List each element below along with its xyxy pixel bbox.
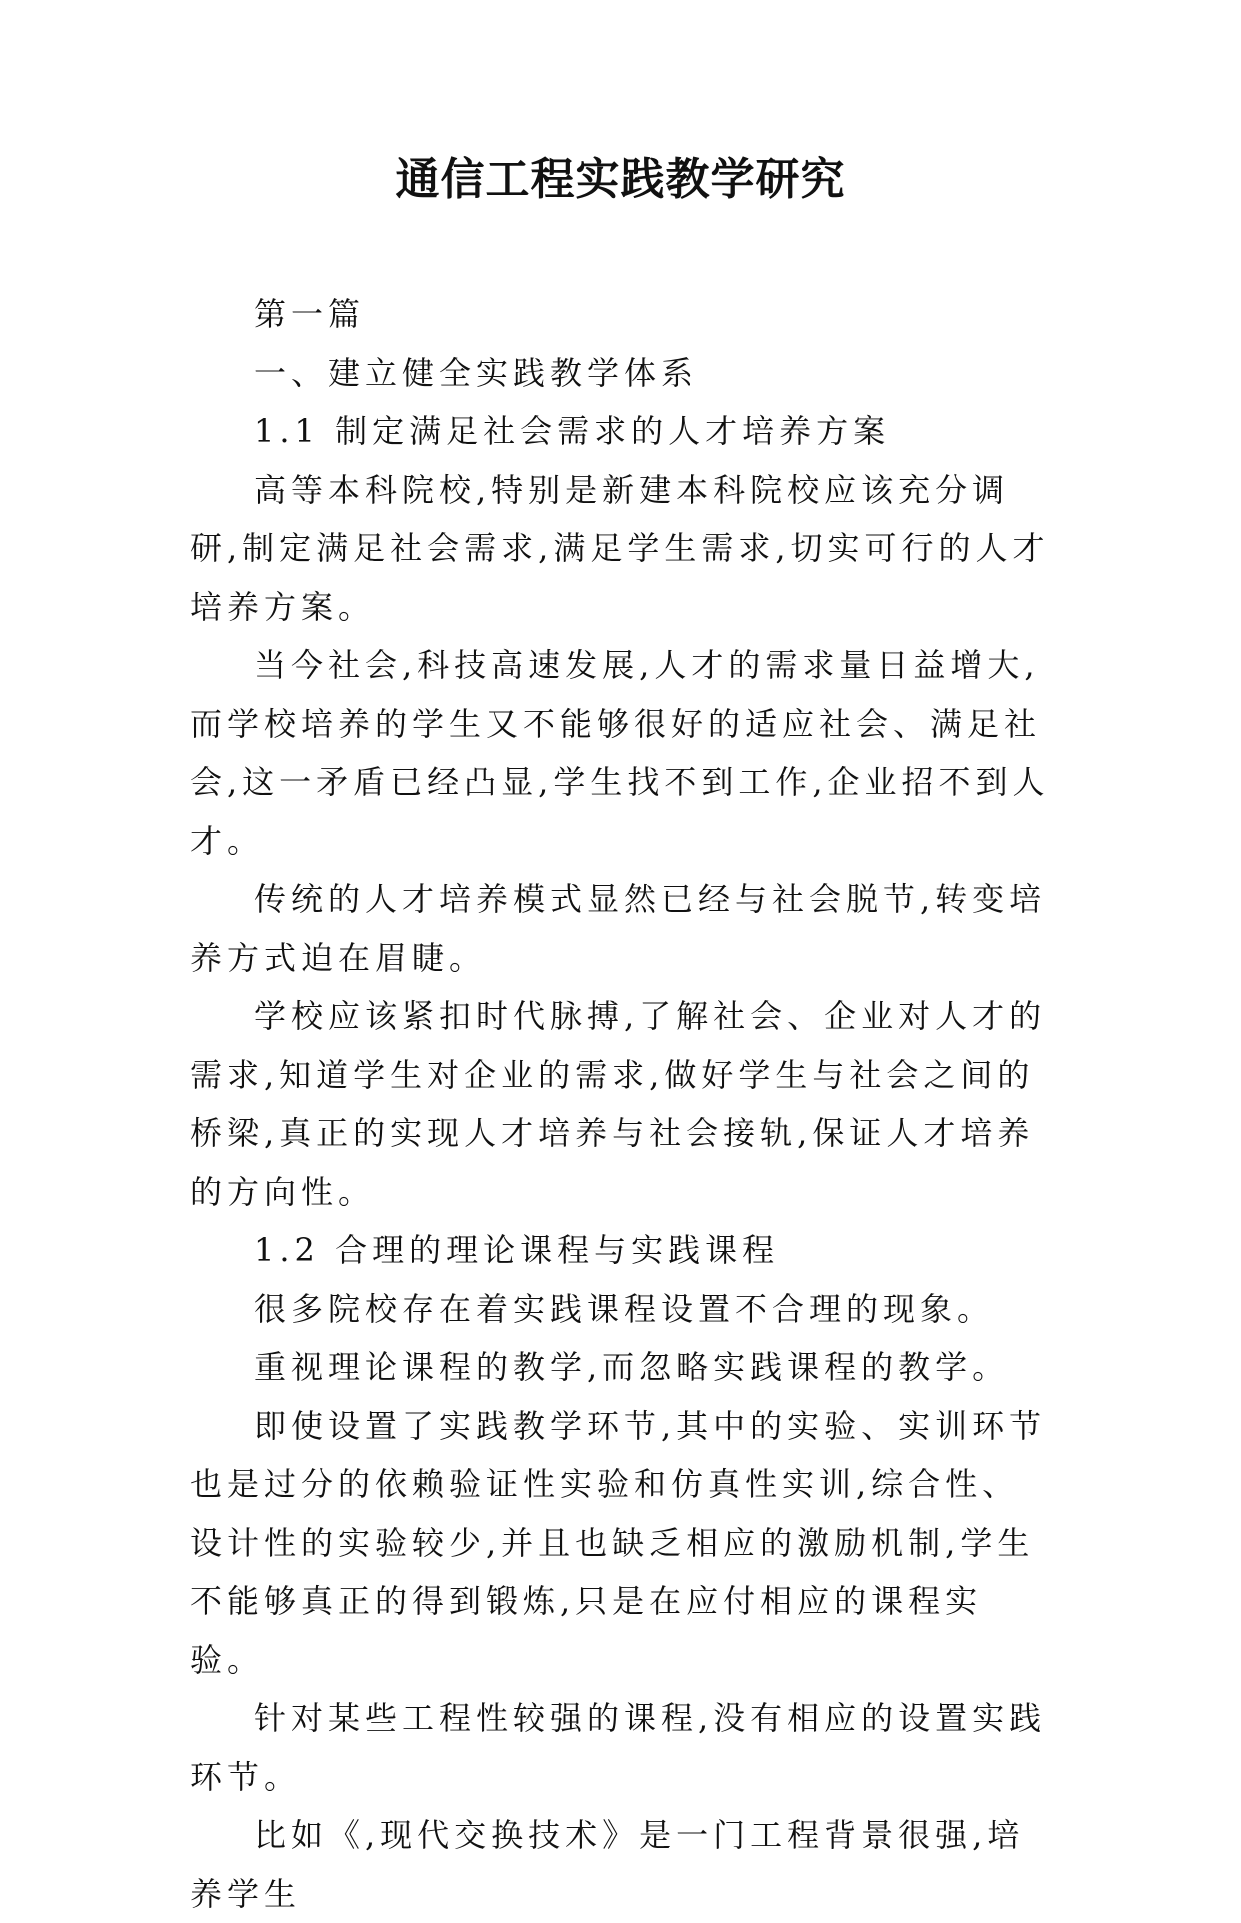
section-heading: 一、建立健全实践教学体系 [254,353,699,392]
document-body [190,285,1050,1923]
body-paragraph: 比如《,现代交换技术》是一门工程背景很强,培养学生 [190,1816,1025,1913]
document-title: 通信工程实践教学研究 [395,154,846,205]
body-paragraph: 高等本科院校,特别是新建本科院校应该充分调研,制定满足社会需求,满足学生需求,切实可行的人才培养方案。 [190,470,1050,626]
body-paragraph: 当今社会,科技高速发展,人才的需求量日益增大,而学校培养的学生又不能够很好的适应社会、满足社会,这一矛盾已经凸显,学生找不到工作,企业招不到人才。 [190,646,1050,860]
subsection-heading: 1.1 制定满足社会需求的人才培养方案 [254,412,891,450]
section-label: 第一篇 [254,295,366,333]
body-paragraph: 学校应该紧扣时代脉搏,了解社会、企业对人才的需求,知道学生对企业的需求,做好学生与社会之间的桥梁,真正的实现人才培养与社会接轨,保证人才培养的方向性。 [190,997,1047,1211]
body-paragraph: 传统的人才培养模式显然已经与社会脱节,转变培养方式迫在眉睫。 [190,880,1047,977]
body-paragraph: 针对某些工程性较强的课程,没有相应的设置实践环节。 [190,1699,1047,1796]
body-paragraph: 重视理论课程的教学,而忽略实践课程的教学。 [254,1348,1010,1386]
body-paragraph: 即使设置了实践教学环节,其中的实验、实训环节也是过分的依赖验证性实验和仿真性实训,综合性、设计性的实验较少,并且也缺乏相应的激励机制,学生不能够真正的得到锻炼,只是在应付相应的课程实验。 [190,1406,1047,1679]
body-paragraph: 很多院校存在着实践课程设置不合理的现象。 [254,1289,995,1328]
subsection-heading: 1.2 合理的理论课程与实践课程 [254,1231,780,1269]
